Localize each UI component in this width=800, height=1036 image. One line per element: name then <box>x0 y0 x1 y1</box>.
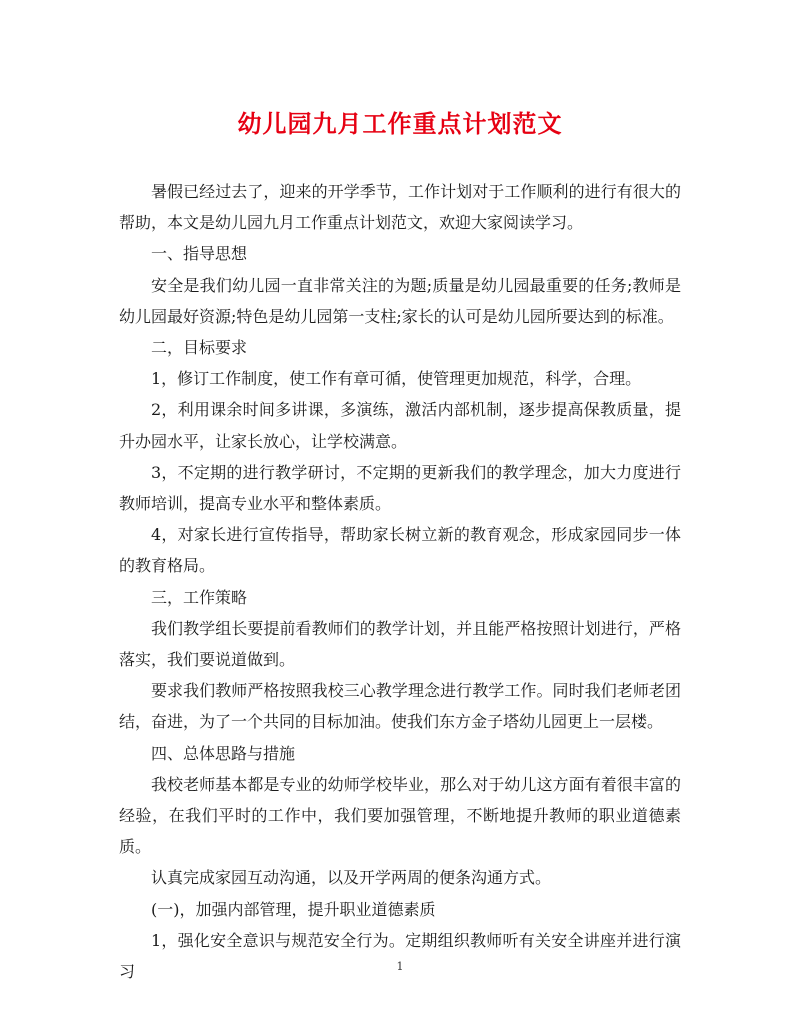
body-paragraph: 我们教学组长要提前看教师们的教学计划，并且能严格按照计划进行，严格落实，我们要说道做到。 <box>119 618 681 670</box>
list-item: 1，修订工作制度，使工作有章可循，使管理更加规范，科学，合理。 <box>151 369 642 389</box>
list-item: 3，不定期的进行教学研讨，不定期的更新我们的教学理念，加大力度进行教师培训，提高专业水平和整体素质。 <box>119 462 681 514</box>
body-paragraph: 认真完成家园互动沟通，以及开学两周的便条沟通方式。 <box>151 868 552 888</box>
list-item: 1，强化安全意识与规范安全行为。定期组织教师听有关安全讲座并进行演习 <box>119 930 681 982</box>
document-body <box>119 176 681 987</box>
body-paragraph: 要求我们教师严格按照我校三心教学理念进行教学工作。同时我们老师老团结，奋进，为了一个共同的目标加油。使我们东方金子塔幼儿园更上一层楼。 <box>119 681 681 732</box>
section-heading-overall-approach: 四、总体思路与措施 <box>151 743 296 763</box>
intro-paragraph: 暑假已经过去了，迎来的开学季节，工作计划对于工作顺利的进行有很大的帮助，本文是幼儿园九月工作重点计划范文，欢迎大家阅读学习。 <box>119 182 681 233</box>
list-item: 2，利用课余时间多讲课，多演练，激活内部机制，逐步提高保教质量，提升办园水平，让家长放心，让学校满意。 <box>119 400 681 451</box>
page-number: 1 <box>396 960 404 973</box>
body-paragraph: 安全是我们幼儿园一直非常关注的为题;质量是幼儿园最重要的任务;教师是幼儿园最好资源;特色是幼儿园第一支柱;家长的认可是幼儿园所要达到的标准。 <box>119 275 681 326</box>
list-item: 4，对家长进行宣传指导，帮助家长树立新的教育观念，形成家园同步一体的教育格局。 <box>119 525 681 576</box>
section-heading-guiding-ideology: 一、指导思想 <box>151 244 248 264</box>
section-heading-goals: 二，目标要求 <box>151 338 248 358</box>
body-paragraph: 我校老师基本都是专业的幼师学校毕业，那么对于幼儿这方面有着很丰富的经验，在我们平时的工作中，我们要加强管理，不断地提升教师的职业道德素质。 <box>119 774 681 857</box>
document-title: 幼儿园九月工作重点计划范文 <box>237 109 563 138</box>
section-heading-strategy: 三，工作策略 <box>151 587 248 607</box>
subsection-heading: (一)，加强内部管理，提升职业道德素质 <box>151 899 436 919</box>
